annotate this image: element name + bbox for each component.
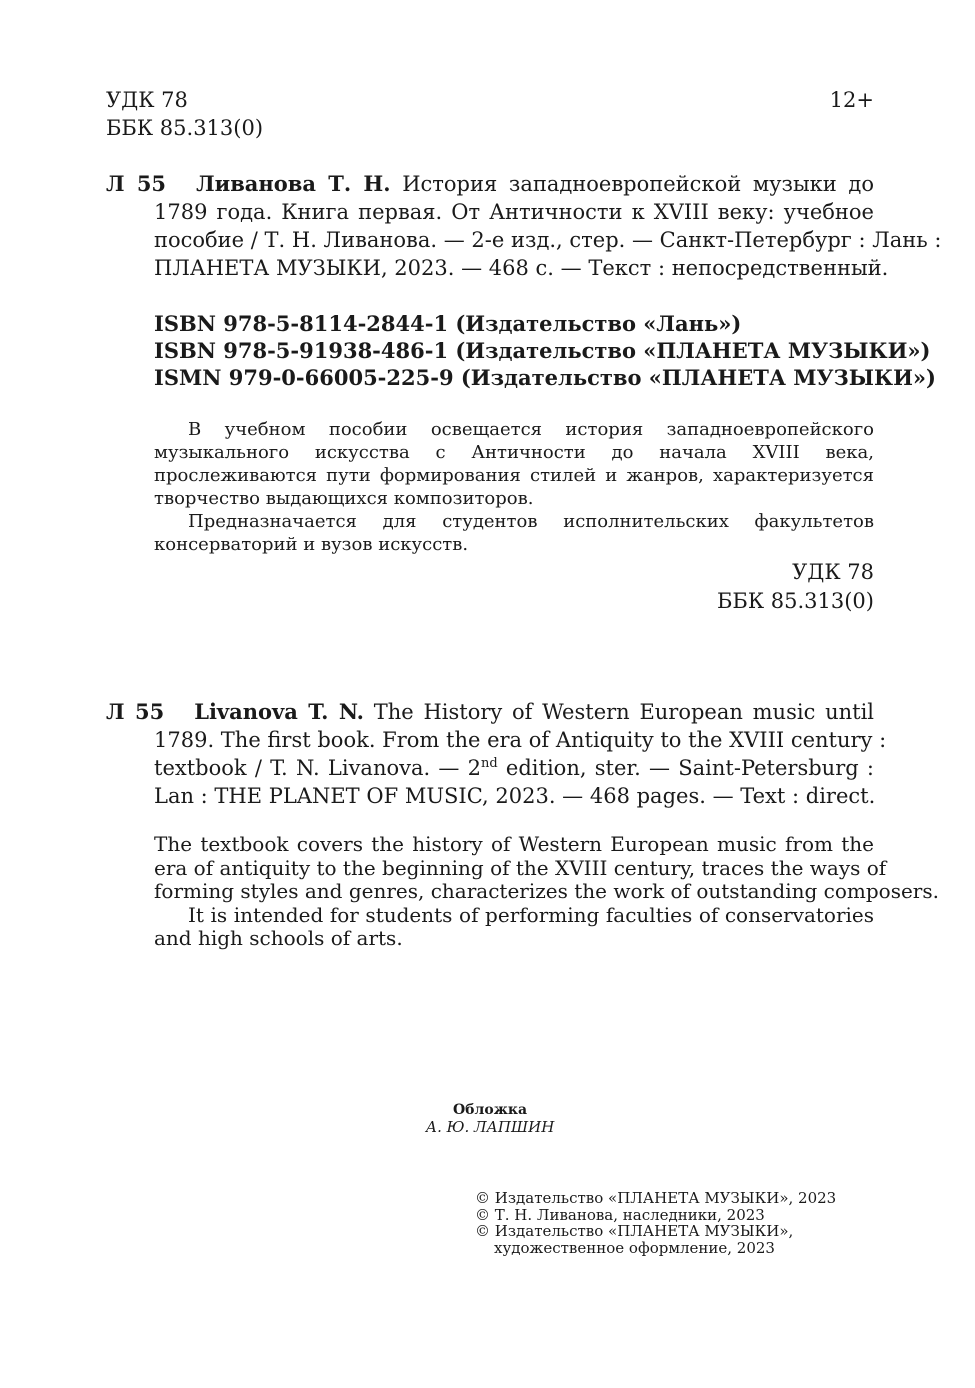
ru-entry xyxy=(106,170,942,282)
en-entry-line3-a: textbook / T. N. Livanova. — 2 xyxy=(154,756,481,780)
ru-entry-author: Ливанова Т. Н. xyxy=(196,171,391,196)
ismn-planeta: ISMN 979-0-66005-225-9 (Издательство «ПЛАНЕТА МУЗЫКИ») xyxy=(154,365,936,390)
age-rating: 12+ xyxy=(829,88,874,112)
cover-label: Обложка xyxy=(452,1102,528,1118)
en-abstract-p2-l1: It is intended for students of performing faculties of conservatories xyxy=(188,902,874,927)
copyright-line-4: художественное оформление, 2023 xyxy=(494,1238,775,1257)
en-entry xyxy=(106,698,887,810)
copyright-block xyxy=(475,1190,836,1256)
ru-entry-code: Л 55 xyxy=(106,171,167,196)
header-bbk: ББК 85.313(0) xyxy=(106,116,264,140)
en-entry-line1: The History of Western European music until xyxy=(373,700,875,724)
ru-abstract-p1-l3: прослеживаются пути формирования стилей и жанров, характеризуется xyxy=(154,465,874,486)
header-udk: УДК 78 xyxy=(106,88,188,112)
en-entry-line4: Lan : THE PLANET OF MUSIC, 2023. — 468 pages. — Text : direct. xyxy=(154,784,876,808)
en-abstract-p1-l1: The textbook covers the history of Western European music from the xyxy=(154,832,874,856)
ru-abstract-p1-l2: музыкального искусства с Античности до начала XVIII века, xyxy=(154,442,874,463)
ru-abstract-p1-l1: В учебном пособии освещается история западноевропейского xyxy=(188,419,874,440)
ru-abstract-p2-l2: консерваторий и вузов искусств. xyxy=(154,534,469,555)
copyright-line-1: © Издательство «ПЛАНЕТА МУЗЫКИ», 2023 xyxy=(475,1189,837,1207)
copyright-line-3: © Издательство «ПЛАНЕТА МУЗЫКИ», xyxy=(475,1222,794,1240)
isbn-lan: ISBN 978-5-8114-2844-1 (Издательство «Лань») xyxy=(154,311,742,336)
ru-abstract xyxy=(154,418,874,556)
en-entry-author: Livanova T. N. xyxy=(194,699,364,724)
en-abstract xyxy=(154,832,939,951)
en-entry-line3-sup: nd xyxy=(481,756,498,771)
ru-entry-line2: 1789 года. Книга первая. От Античности к XVIII веку: учебное xyxy=(154,200,874,224)
ru-abstract-p1-l4: творчество выдающихся композиторов. xyxy=(154,488,534,509)
en-entry-line3 xyxy=(154,754,874,782)
isbn-list xyxy=(154,310,936,391)
cover-credit xyxy=(380,1102,600,1136)
en-abstract-p1-l3: forming styles and genres, characterizes the work of outstanding composers. xyxy=(154,879,939,903)
ru-abstract-p2-l1: Предназначается для студентов исполнительских факультетов xyxy=(188,511,874,532)
ru-abstract-bbk: ББК 85.313(0) xyxy=(716,589,874,613)
ru-abstract-udk: УДК 78 xyxy=(792,560,874,584)
en-entry-line2: 1789. The first book. From the era of Antiquity to the XVIII century : xyxy=(154,728,887,752)
en-abstract-p2-l2: and high schools of arts. xyxy=(154,926,403,950)
isbn-planeta: ISBN 978-5-91938-486-1 (Издательство «ПЛАНЕТА МУЗЫКИ») xyxy=(154,338,931,363)
ru-entry-line1: История западноевропейской музыки до xyxy=(402,172,874,196)
en-entry-line3-b: edition, ster. — Saint-Petersburg : xyxy=(497,756,874,780)
en-abstract-p1-l2: era of antiquity to the beginning of the XVIII century, traces the ways of xyxy=(154,855,887,880)
ru-entry-line3: пособие / Т. Н. Ливанова. — 2-е изд., стер. — Санкт-Петербург : Лань : xyxy=(154,228,942,252)
cover-artist: А. Ю. ЛАПШИН xyxy=(425,1118,555,1136)
ru-entry-line4: ПЛАНЕТА МУЗЫКИ, 2023. — 468 с. — Текст : непосредственный. xyxy=(154,256,889,280)
copyright-line-2: © Т. Н. Ливанова, наследники, 2023 xyxy=(475,1205,765,1224)
en-entry-code: Л 55 xyxy=(106,699,165,724)
